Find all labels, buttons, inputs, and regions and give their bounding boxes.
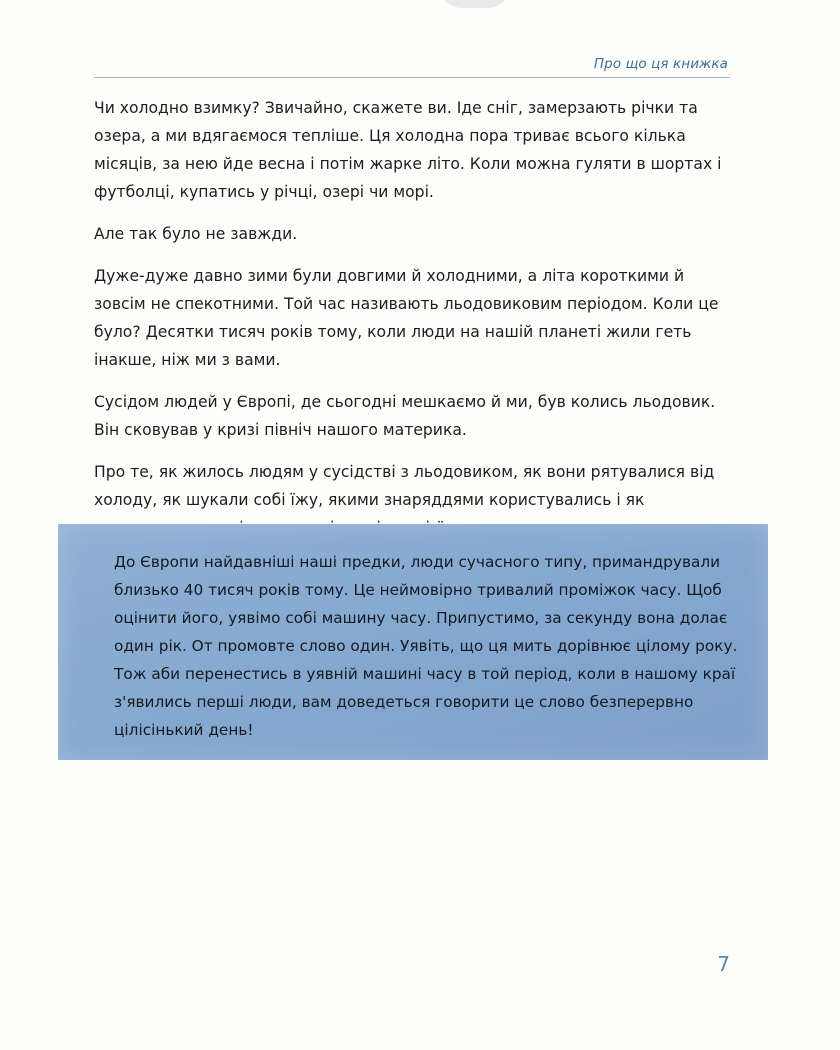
info-box [58,524,768,760]
header-rule [94,77,730,78]
paragraph-3: Дуже-дуже давно зими були довгими й холодними, а літа короткими й зовсім не спекотними. Той час називають льодовиковим періодом. Коли це було? Десятки тисяч років тому, коли люди на нашій планеті жили геть інакше, ніж ми з вами. [94,267,719,369]
main-text [94,94,730,556]
paragraph-1: Чи холодно взимку? Звичайно, скажете ви. Іде сніг, замерзають річки та озера, а ми вдягаємося тепліше. Ця холодна пора триває всього кілька місяців, за нею йде весна і потім жарке літо. Коли можна гуляти в шортах і футболці, купатись у річці, озері чи морі. [94,99,722,201]
running-header: Про що ця книжка [593,56,728,72]
top-decoration [440,0,510,8]
paragraph-4: Сусідом людей у Європі, де сьогодні мешкаємо й ми, був колись льодовик. Він сковував у кризі північ нашого материка. [94,393,716,439]
info-box-text: До Європи найдавніші наші предки, люди сучасного типу, примандрували близько 40 тисяч років тому. Це неймовірно тривалий проміжок часу. Щоб оцінити його, уявімо собі машину часу. Припустимо, за секунду вона долає один рік. От промовте слово один. Уявіть, що ця мить дорівнює цілому року. Тож аби перенестись в уявній машині часу в той період, коли в нашому краї з'явились перші люди, вам доведеться говорити це слово безперервно цілісінький день! [114,553,738,739]
paragraph-2: Але так було не завжди. [94,225,298,243]
paragraph-5: Про те, як жилось людям у сусідстві з льодовиком, як вони рятувалися від холоду, як шукали собі їжу, якими знаряддями користувались і як [94,463,715,509]
page-number: 7 [717,952,730,976]
